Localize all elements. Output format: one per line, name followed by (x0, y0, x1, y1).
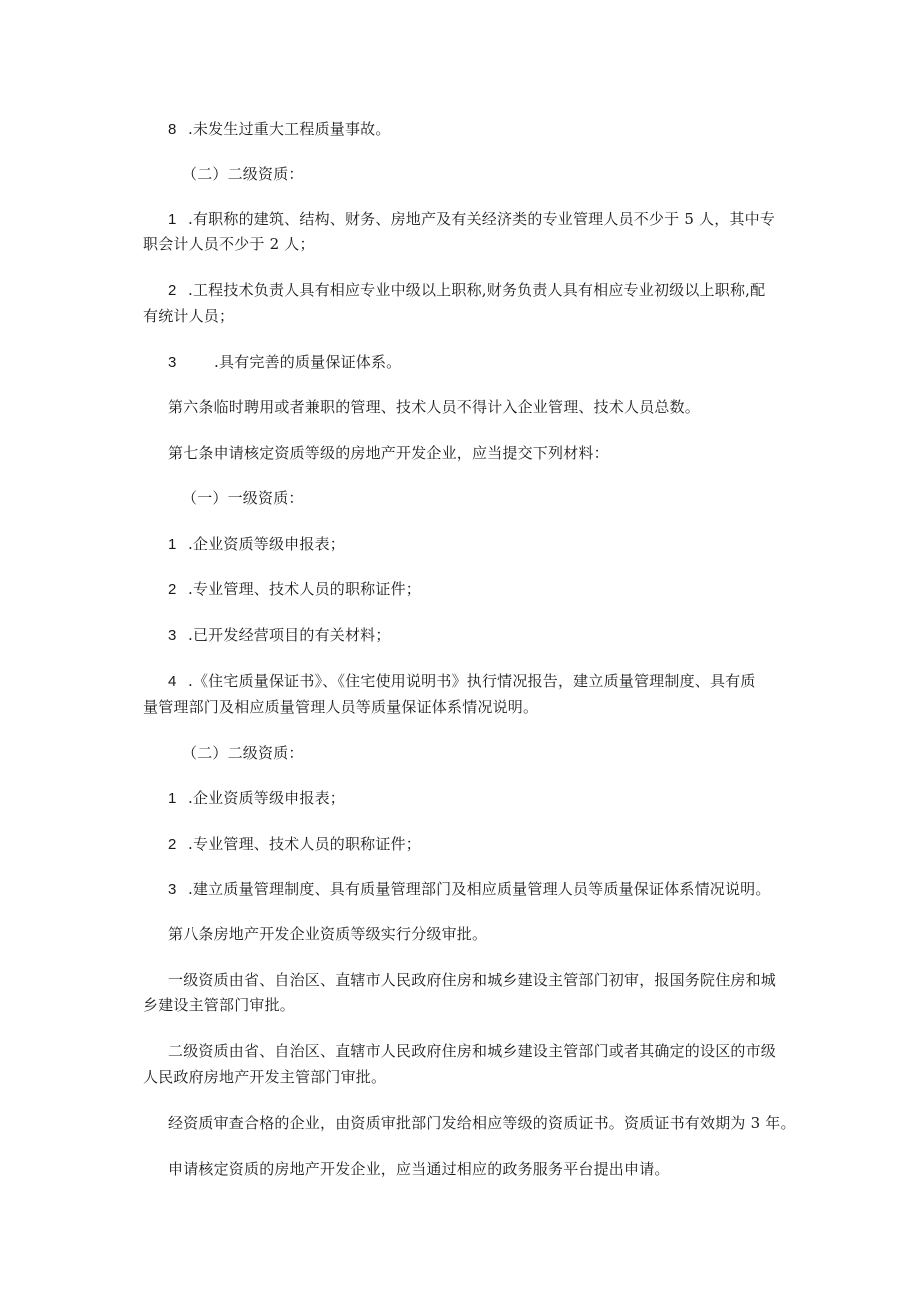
paragraph-text: 乡建设主管部门审批。 (143, 996, 296, 1014)
paragraph-level-1-approval-continued (143, 995, 295, 1015)
heading-text: （一）一级资质： (182, 489, 304, 507)
paragraph-online-application (168, 1159, 670, 1179)
paragraph-level-2-approval (168, 1041, 776, 1061)
section-heading-level-2 (182, 743, 304, 763)
item-text: .专业管理、技术人员的职称证件； (188, 835, 421, 853)
paragraph-text: 第八条房地产开发企业资质等级实行分级审批。 (168, 925, 488, 943)
paragraph-text: 人民政府房地产开发主管部门审批。 (143, 1068, 387, 1086)
list-item-8 (168, 119, 391, 140)
item-text: .企业资质等级申报表； (188, 789, 345, 807)
item-text: .建立质量管理制度、具有质量管理部门及相应质量管理人员等质量保证体系情况说明。 (188, 880, 771, 898)
list-item-1 (168, 788, 345, 809)
item-number: 3 (168, 881, 177, 898)
list-item-3 (168, 625, 391, 646)
item-number: 4 (168, 673, 177, 690)
item-text: .未发生过重大工程质量事故。 (188, 120, 391, 138)
list-item-2-continued (143, 306, 234, 326)
paragraph-text: 申请核定资质的房地产开发企业，应当通过相应的政务服务平台提出申请。 (168, 1160, 670, 1178)
item-text: 职会计人员不少于 2 人； (143, 235, 315, 253)
paragraph-text: 第七条申请核定资质等级的房地产开发企业，应当提交下列材料： (168, 444, 609, 462)
paragraph-level-2-approval-continued (143, 1067, 386, 1087)
item-number: 2 (168, 836, 177, 853)
heading-text: （二）二级资质： (182, 744, 304, 762)
list-item-1-continued (143, 234, 315, 254)
paragraph-level-1-approval (168, 970, 776, 990)
item-number: 2 (168, 581, 177, 598)
section-heading-level-1 (182, 488, 304, 508)
item-text: 量管理部门及相应质量管理人员等质量保证体系情况说明。 (143, 698, 539, 716)
paragraph-certificate-validity (168, 1113, 796, 1133)
paragraph-text: 第六条临时聘用或者兼职的管理、技术人员不得计入企业管理、技术人员总数。 (168, 398, 701, 416)
paragraph-text: 经资质审查合格的企业，由资质审批部门发给相应等级的资质证书。资质证书有效期为 3 年。 (168, 1114, 796, 1132)
paragraph-text: 二级资质由省、自治区、直辖市人民政府住房和城乡建设主管部门或者其确定的设区的市级 (168, 1042, 777, 1060)
section-heading-level-2 (182, 164, 304, 184)
item-text: .企业资质等级申报表； (188, 535, 345, 553)
list-item-1 (168, 209, 775, 230)
list-item-2 (168, 834, 421, 855)
item-number: 2 (168, 282, 177, 299)
item-text: .有职称的建筑、结构、财务、房地产及有关经济类的专业管理人员不少于 5 人，其中专 (188, 210, 776, 228)
item-number: 1 (168, 536, 177, 553)
list-item-2 (168, 280, 765, 301)
list-item-4-continued (143, 697, 538, 717)
list-item-3 (168, 879, 771, 900)
item-text: .已开发经营项目的有关材料； (188, 626, 391, 644)
list-item-2 (168, 579, 421, 600)
item-number: 3 (168, 354, 177, 371)
heading-text: （二）二级资质： (182, 165, 304, 183)
item-number: 3 (168, 627, 177, 644)
paragraph-text: 一级资质由省、自治区、直辖市人民政府住房和城乡建设主管部门初审，报国务院住房和城 (168, 971, 777, 989)
item-number: 8 (168, 121, 177, 138)
item-text: .具有完善的质量保证体系。 (214, 353, 402, 371)
item-text: .工程技术负责人具有相应专业中级以上职称,财务负责人具有相应专业初级以上职称,配 (188, 281, 766, 299)
list-item-1 (168, 534, 345, 555)
list-item-3 (168, 352, 401, 373)
item-text: .《住宅质量保证书》、《住宅使用说明书》执行情况报告，建立质量管理制度、具有质 (188, 672, 756, 690)
article-6 (168, 397, 700, 417)
item-number: 1 (168, 211, 177, 228)
item-text: 有统计人员； (143, 307, 235, 325)
item-text: .专业管理、技术人员的职称证件； (188, 580, 421, 598)
article-7 (168, 443, 609, 463)
item-number: 1 (168, 790, 177, 807)
article-8 (168, 924, 487, 944)
list-item-4 (168, 671, 756, 692)
